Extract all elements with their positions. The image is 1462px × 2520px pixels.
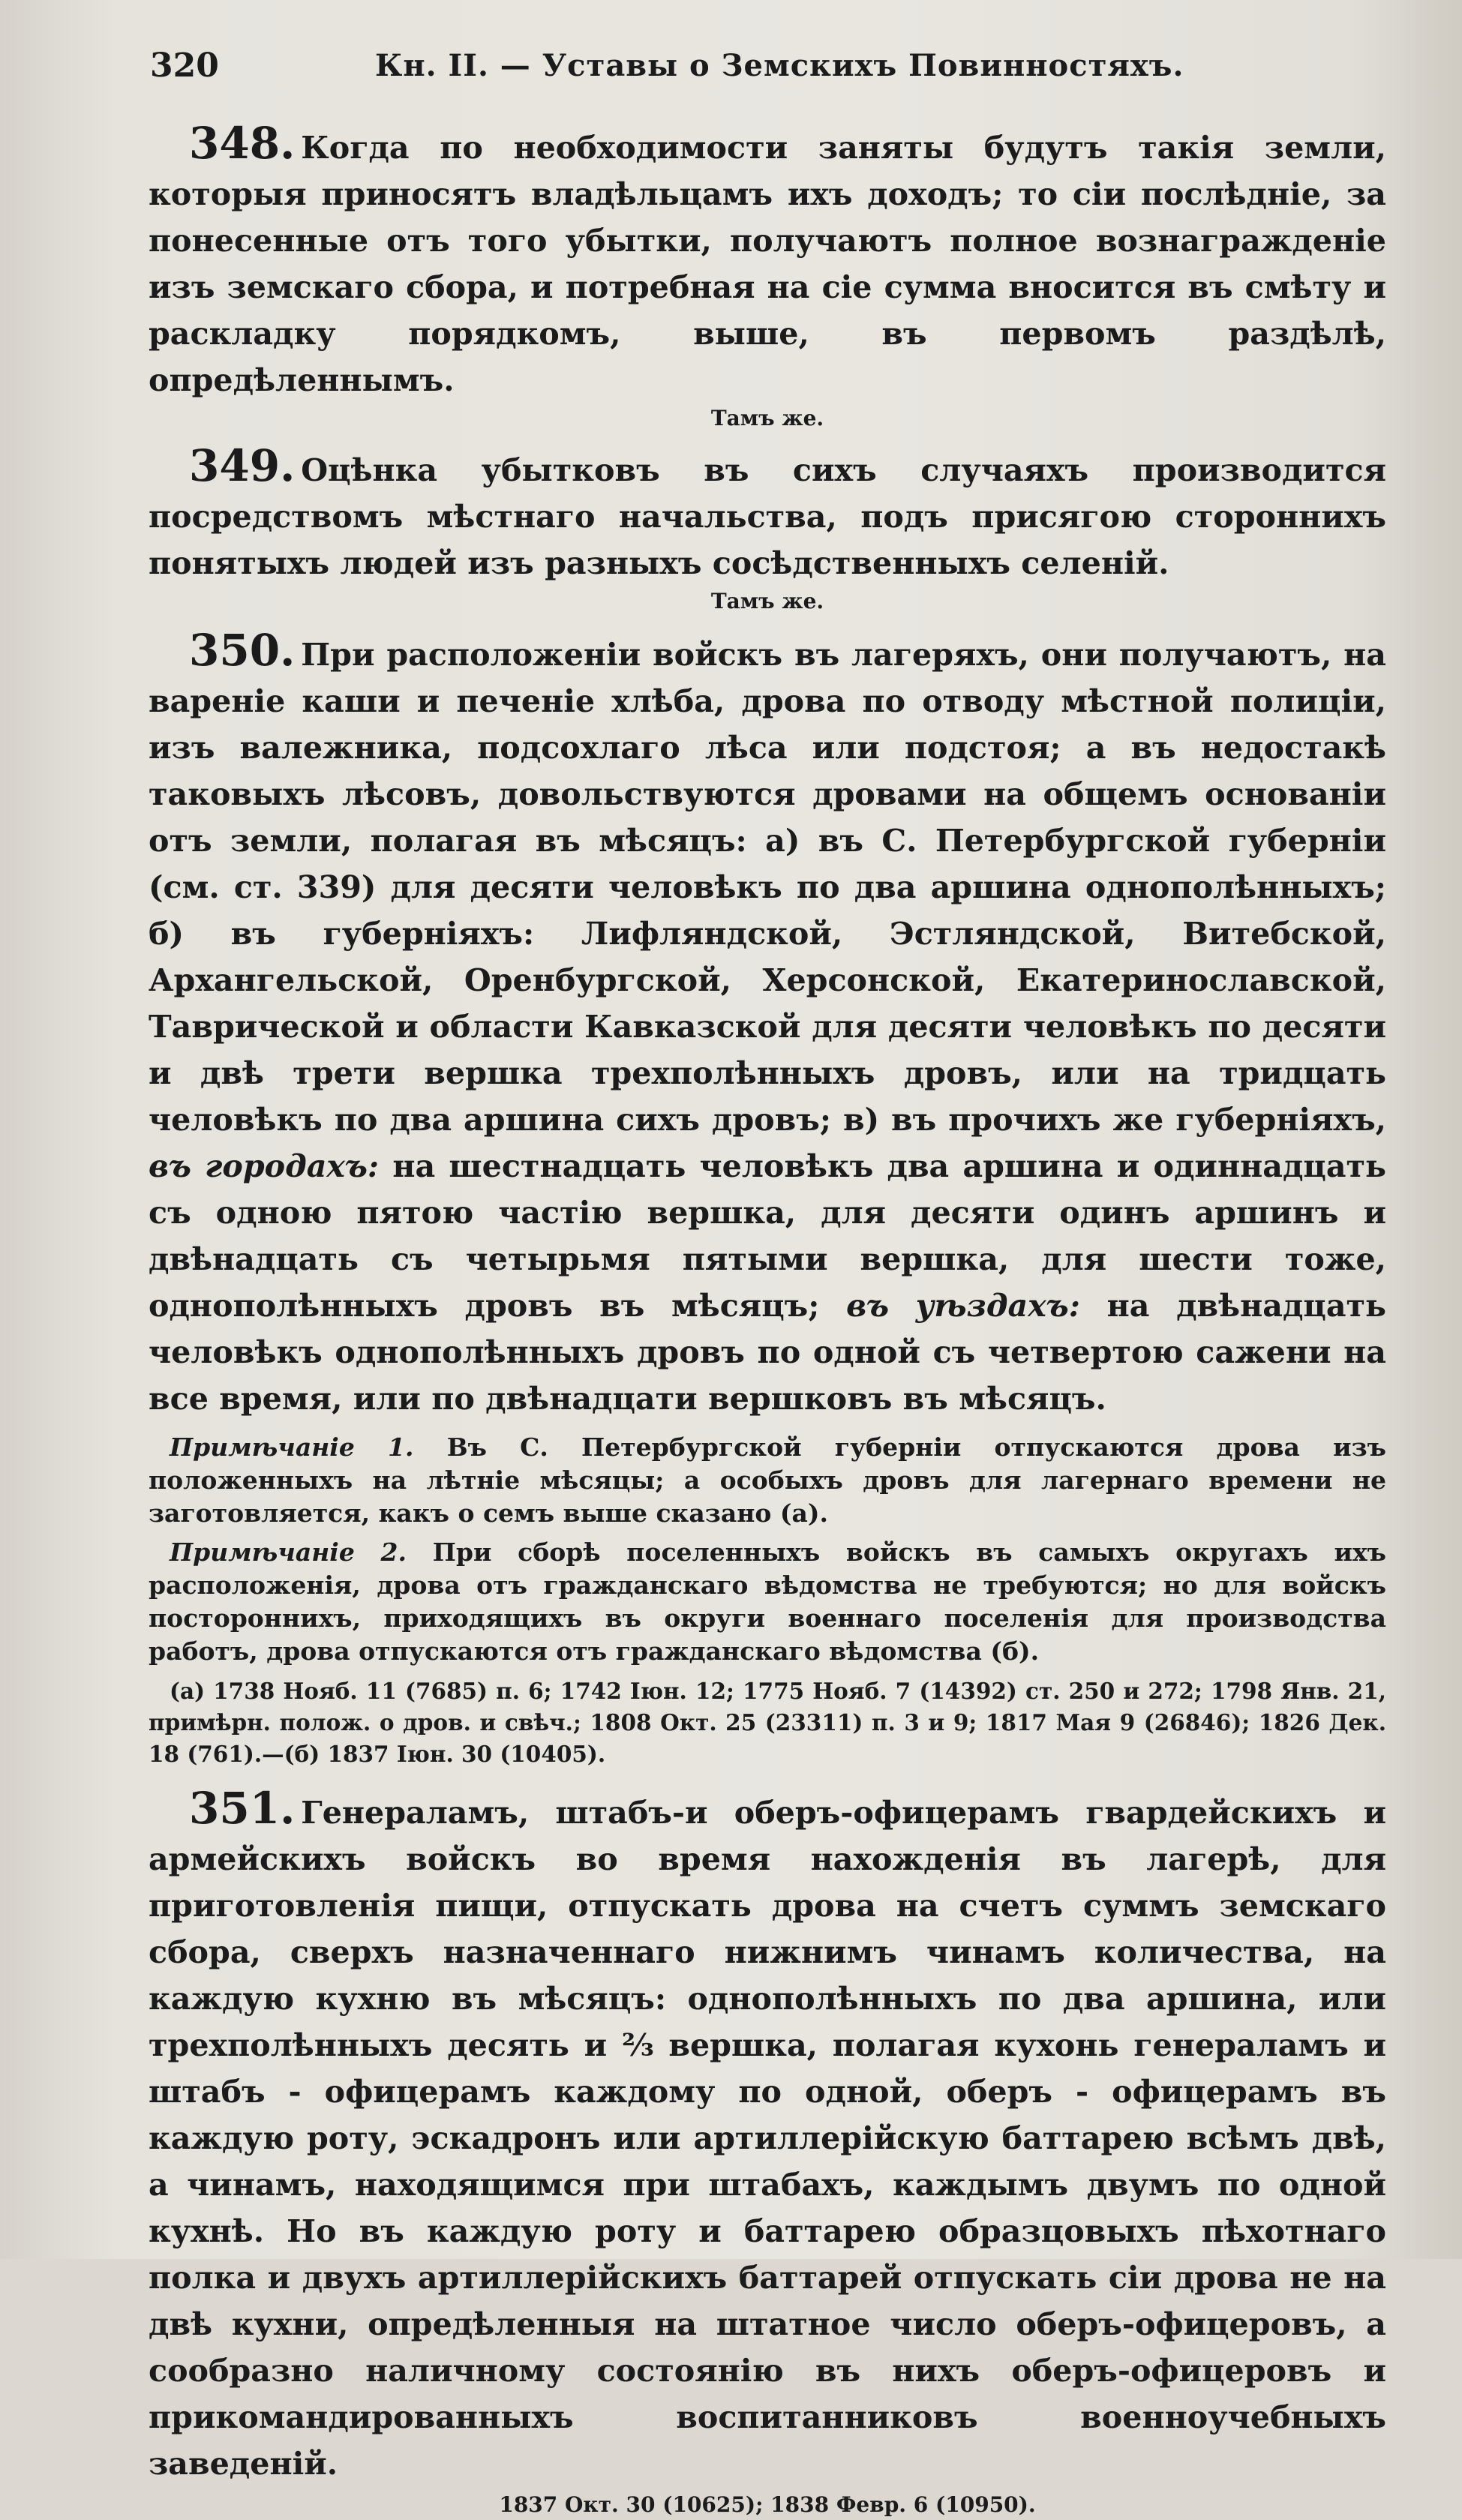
article-348 [149,120,1386,434]
article-350 [149,627,1386,1770]
article-source: Тамъ же. [710,406,824,430]
article-text [149,1785,1386,2487]
note-2 [149,1536,1386,1668]
article-body: Оцѣнка убытковъ въ сихъ случаяхъ производится посредствомъ мѣстнаго начальства, подъ присягою стороннихъ понятыхъ людей изъ разныхъ сосѣдственныхъ селеній. [149,452,1386,581]
article-body: Генераламъ, штабъ-и оберъ-офицерамъ гвардейскихъ и армейскихъ войскъ во время нахожденія въ лагерѣ, для приготовленія пищи, отпускать дрова на счетъ суммъ земскаго сбора, сверхъ назначеннаго нижнимъ чинамъ количества, на каждую кухню въ мѣсяцъ: однополѣнныхъ по два аршина, или трехполѣнныхъ десять и ⅔ вершка, полагая кухонь генераламъ и штабъ - офицерамъ каждому по одной, оберъ - офицерамъ въ каждую роту, эскадронъ или артиллерійскую баттарею всѣмъ двѣ, а чинамъ, находящимся при штабахъ, каждымъ двумъ по одной кухнѣ. Но въ каждую роту и баттарею образцовыхъ пѣхотнаго полка и двухъ артиллерійскихъ баттарей отпускать сіи дрова не на двѣ кухни, опредѣленныя на штатное число оберъ-офицеровъ, а сообразно наличному состоянію въ нихъ оберъ-офицеровъ и прикомандированныхъ воспитанниковъ военноучебныхъ заведеній. [149,1794,1386,2482]
note-label: Примѣчаніе 1. [170,1432,414,1462]
article-text [149,442,1386,586]
note-text: Въ С. Петербургской губерніи отпускаются дрова изъ положенныхъ на лѣтніе мѣсяцы; а особыхъ дровъ для лагернаго времени не заготовляется, какъ о семъ выше сказано (а). [149,1432,1386,1528]
note-text: При сборѣ поселенныхъ войскъ въ самыхъ округахъ ихъ расположенія, дрова отъ гражданскаго вѣдомства не требуются; но для войскъ постороннихъ, приходящихъ въ округи военнаго поселенія для производства работъ, дрова отпускаются отъ гражданскаго вѣдомства (б). [149,1538,1386,1666]
article-body: Когда по необходимости заняты будутъ такія земли, которыя приносятъ владѣльцамъ ихъ доходъ; то сіи послѣдніе, за понесенные отъ того убытки, получаютъ полное вознагражденіе изъ земскаго сбора, и потребная на сіе сумма вносится въ смѣту и раскладку порядкомъ, выше, въ первомъ раздѣлѣ, опредѣленнымъ. [149,129,1386,398]
article-number: 349. [189,440,296,491]
article-body-part-c: на двѣнадцать человѣкъ однополѣнныхъ дровъ по одной съ четвертою сажени на все время, или по двѣнадцати вершковъ въ мѣсяцъ. [149,1287,1386,1417]
article-351 [149,1785,1386,2520]
article-number: 350. [189,625,296,676]
note-label: Примѣчаніе 2. [170,1538,407,1567]
article-number: 351. [189,1783,296,1834]
article-text [149,120,1386,404]
article-body-part-a: При расположеніи войскъ въ лагеряхъ, они получаютъ, на вареніе каши и печеніе хлѣба, дрова по отводу мѣстной полиціи, изъ валежника, подсохлаго лѣса или подстоя; а въ недостакѣ таковыхъ лѣсовъ, довольствуются дровами на общемъ основаніи отъ земли, полагая въ мѣсяцъ: а) въ С. Петербургской губерніи (см. ст. 339) для десяти человѣкъ по два аршина однополѣнныхъ; б) въ губерніяхъ: Лифляндской, Эстляндской, Витебской, Архангельской, Оренбургской, Херсонской, Екатеринославской, Таврической и области Кавказской для десяти человѣкъ по десяти и двѣ трети вершка трехполѣнныхъ дровъ, или на тридцать человѣкъ по два аршина сихъ дровъ; в) въ прочихъ же губерніяхъ, [149,636,1386,1138]
page-number: 320 [150,46,219,85]
article-source: Тамъ же. [710,589,824,614]
emphasis-in-districts: въ уѣздахъ: [846,1287,1080,1324]
legal-references [149,1676,1386,1770]
article-text [149,627,1386,1422]
note-1 [149,1431,1386,1530]
emphasis-in-cities: въ городахъ: [149,1148,380,1184]
running-head: Кн. II. — Уставы о Земскихъ Повинностяхъ. [375,48,1184,83]
article-body-part-b: на шестнадцать человѣкъ два аршина и одиннадцать съ одною пятою частію вершка, для десяти одинъ аршинъ и двѣнадцать съ четырьмя пятыми вершка, для шести тоже, однополѣнныхъ дровъ въ мѣсяцъ; [149,1148,1387,1324]
references-text: (а) 1738 Нояб. 11 (7685) п. 6; 1742 Іюн. 12; 1775 Нояб. 7 (14392) ст. 250 и 272; 1798 Янв. 21, примѣрн. полож. о дров. и свѣч.; 1808 Окт. 25 (23311) п. 3 и 9; 1817 Мая 9 (26846); 1826 Дек. 18 (761).—(б) 1837 Іюн. 30 (10405). [149,1678,1386,1767]
page-header [150,46,1365,99]
article-source: 1837 Окт. 30 (10625); 1838 Февр. 6 (10950). [499,2492,1036,2517]
article-349 [149,442,1386,616]
article-number: 348. [189,118,296,169]
page-body [149,120,1386,2520]
